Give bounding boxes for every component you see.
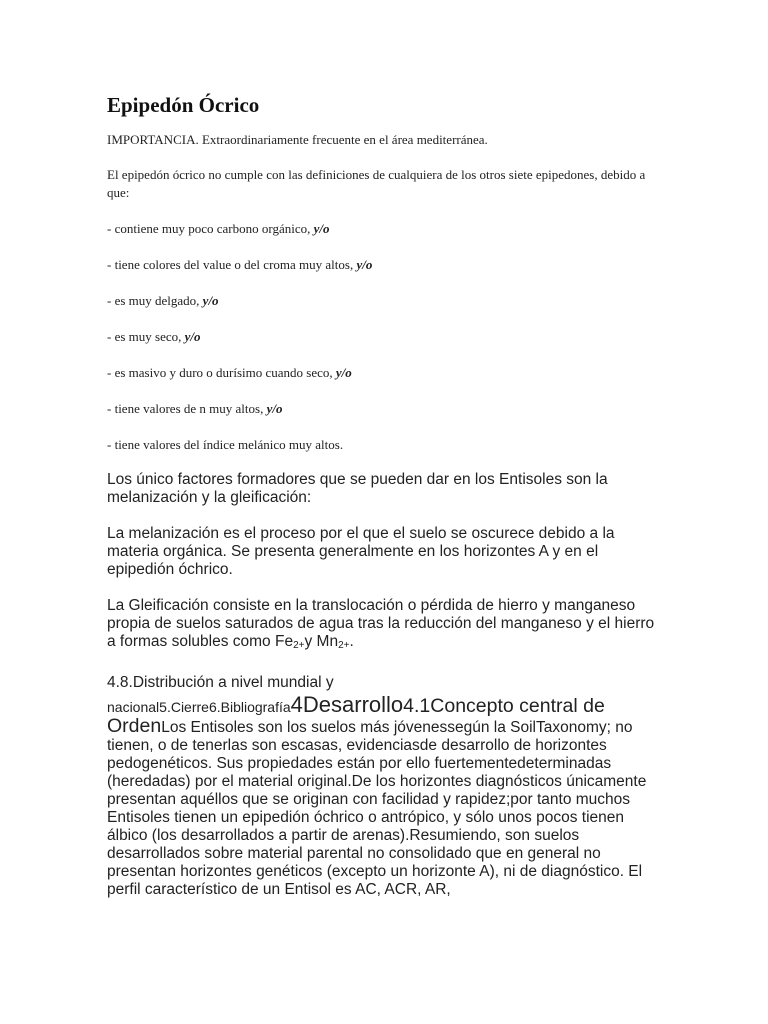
orden-section — [107, 692, 667, 899]
condition-item: - contiene muy poco carbono orgánico, y/o — [107, 221, 330, 236]
document-page — [107, 92, 667, 899]
toc-continuation: nacional5.Cierre6.Bibliografía — [107, 699, 291, 715]
condition-item: - tiene valores de n muy altos, y/o — [107, 401, 283, 416]
toc-line: 4.8.Distribución a nivel mundial y — [107, 674, 334, 691]
page-title: Epipedón Ócrico — [107, 93, 260, 117]
condition-item: - tiene valores del índice melánico muy altos. — [107, 437, 344, 452]
melanization-paragraph: La melanización es el proceso por el que el suelo se oscurece debido a la materia orgánica. Se presenta generalmente en los horizontes A y en el epipedión óchrico. — [107, 525, 615, 578]
condition-item: - es muy seco, y/o — [107, 329, 201, 344]
fe-ion-charge: 2+ — [293, 640, 305, 651]
mn-ion-charge: 2+ — [338, 640, 350, 651]
condition-item: - tiene colores del value o del croma muy altos, y/o — [107, 257, 373, 272]
orden-body: Los Entisoles son los suelos más jóvenessegún la SoilTaxonomy; no tienen, o de tenerlas son escasas, evidenciasde desarrollo de horizontes pedogenéticos. Sus propiedades están por ello fuertementedeterminadas (heredadas) por el material original.De los horizontes diagnósticos únicamente presentan aquéllos que se originan con facilidad y rapidez;por tanto muchos Entisoles tienen un epipedión óchrico o antrópico, y sólo unos pocos tienen álbico (los desarrollados a partir de arenas).Resumiendo, son suelos desarrollados sobre material parental no consolidado que en general no presentan horizontes genéticos (excepto un horizonte A), ni de diagnóstico. El perfil característico de un Entisol es AC, ACR, AR, — [107, 719, 647, 898]
importance-paragraph: IMPORTANCIA. Extraordinariamente frecuente en el área mediterránea. — [107, 132, 488, 147]
condition-item: - es muy delgado, y/o — [107, 293, 219, 308]
gleification-paragraph: La Gleificación consiste en la translocación o pérdida de hierro y manganeso propia de suelos saturados de agua tras la reducción del manganeso y el hierro a formas solubles como $Fe_{2+}y$ $Mn_{2+}$. — [107, 597, 655, 651]
condition-item: - es masivo y duro o durísimo cuando seco, y/o — [107, 365, 352, 380]
section-heading-desarrollo: 4Desarrollo — [290, 692, 404, 717]
factors-paragraph: Los único factores formadores que se pueden dar en los Entisoles son la melanización y la gleificación: — [107, 471, 608, 506]
section-heading-concepto: 4.1Concepto central de Orden — [107, 695, 605, 737]
intro-paragraph: El epipedón ócrico no cumple con las definiciones de cualquiera de los otros siete epipedones, debido a que: — [107, 167, 646, 200]
